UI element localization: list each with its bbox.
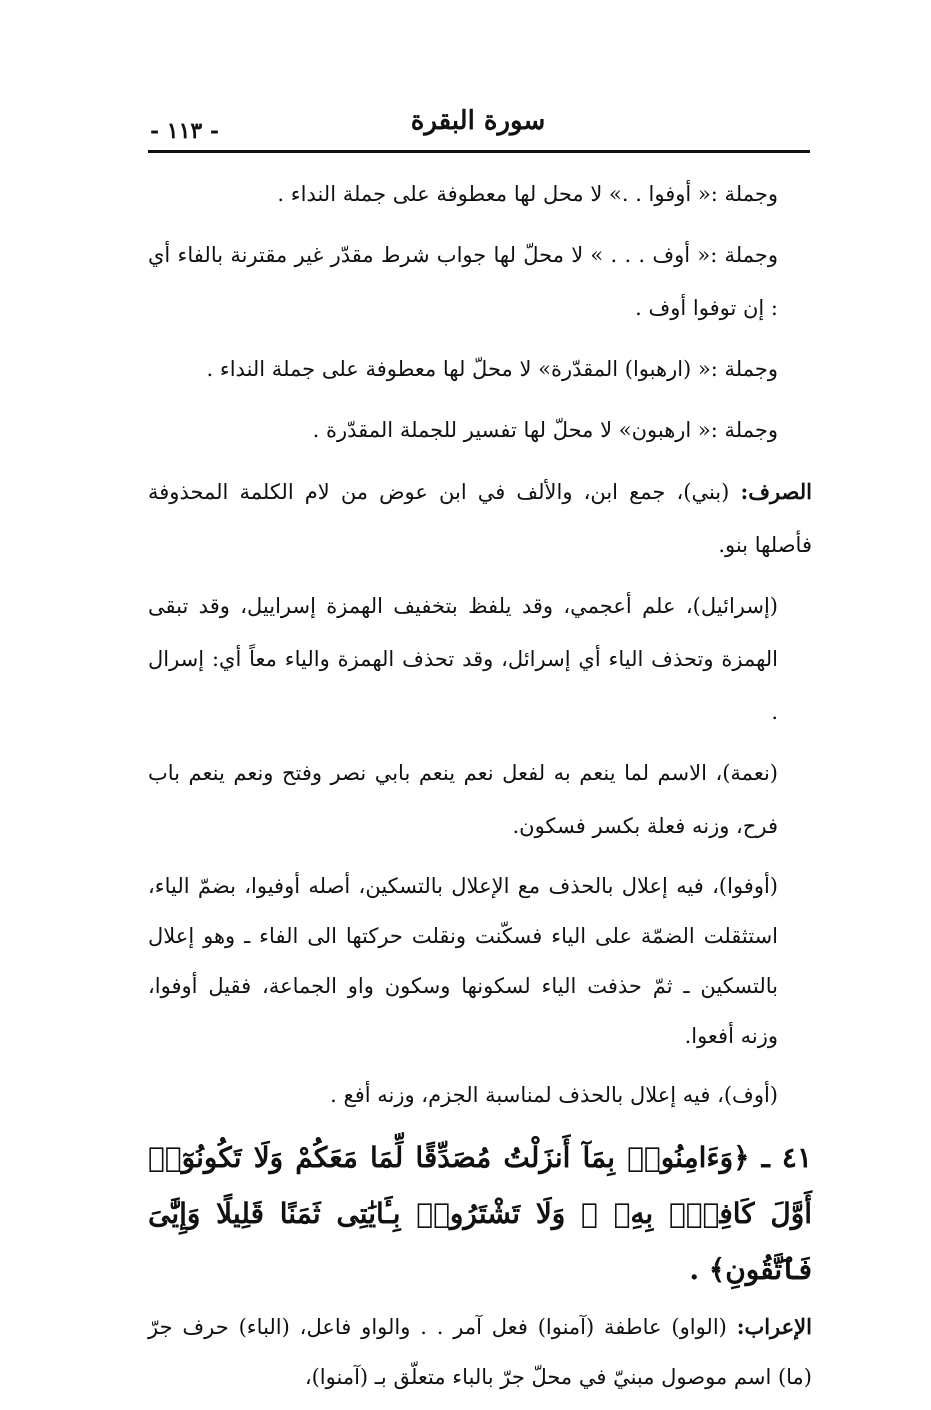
paragraph-irab	[148, 1302, 812, 1402]
paragraph-sarf	[148, 465, 812, 572]
paragraph-text: (أوفوا)، فيه إعلال بالحذف مع الإعلال بالتسكين، أصله أوفيوا، بضمّ الياء، استثقلت الضمّة على الياء فسكّنت ونقلت حركتها الى الفاء ـ وهو إعلال بالتسكين ـ ثمّ حذفت الياء لسكونها وسكون واو الجماعة، فقيل أوفوا، وزنه أفعوا.	[148, 874, 778, 1048]
paragraph-text: (أوف)، فيه إعلال بالحذف لمناسبة الجزم، وزنه أفع .	[330, 1083, 778, 1107]
paragraph-text: (الواو) عاطفة (آمنوا) فعل آمر . . والواو فاعل، (الباء) حرف جرّ (ما) اسم موصول مبنيّ في محلّ جرّ بالباء متعلّق بـ (آمنوا)،	[148, 1315, 812, 1389]
paragraph-text: وجملة :« (ارهبوا) المقدّرة» لا محلّ لها معطوفة على جملة النداء .	[206, 357, 778, 381]
paragraph-text: وجملة :« ارهبون» لا محلّ لها تفسير للجملة المقدّرة .	[312, 418, 778, 442]
surah-title: سورة البقرة	[410, 106, 546, 136]
quran-verse	[148, 1130, 812, 1298]
paragraph-awfu	[148, 861, 812, 1061]
paragraph-text: وجملة :« أوفوا . .» لا محل لها معطوفة على جملة النداء .	[277, 182, 778, 206]
paragraph-text: (إسرائيل)، علم أعجمي، وقد يلفظ بتخفيف الهمزة إسراييل، وقد تبقى الهمزة وتحذف الياء أي إسرائل، وقد تحذف الهمزة والياء معاً أي: إسرال .	[148, 594, 778, 724]
paragraph-text: (نعمة)، الاسم لما ينعم به لفعل نعم ينعم بابي نصر وفتح ونعم ينعم باب فرح، وزنه فعلة بكسر فسكون.	[148, 761, 778, 838]
page-header	[148, 100, 810, 150]
paragraph-1	[148, 168, 812, 221]
section-term-irab: الإعراب:	[736, 1314, 812, 1339]
header-rule	[148, 150, 810, 153]
verse-text: ﴿وَءَامِنُوا۟ بِمَآ أَنزَلْتُ مُصَدِّقًا لِّمَا مَعَكُمْ وَلَا تَكُونُوٓا۟ أَوَّلَ كَافِرٍۭ بِهِۦ ۖ وَلَا تَشْتَرُوا۟ بِـَٔايَٰتِى ثَمَنًا قَلِيلًا وَإِيَّٰىَ فَٱتَّقُونِ﴾ .	[148, 1141, 812, 1286]
paragraph-awf	[148, 1069, 812, 1122]
paragraph-2	[148, 229, 812, 335]
page-body	[148, 168, 812, 1410]
paragraph-text: وجملة :« أوف . . . » لا محلّ لها جواب شرط مقدّر غير مقترنة بالفاء أي : إن توفوا أوف .	[148, 243, 778, 320]
paragraph-4	[148, 404, 812, 457]
section-term-sarf: الصرف:	[740, 479, 812, 504]
paragraph-nima	[148, 747, 812, 853]
page-number: - ١١٣ -	[150, 118, 220, 144]
paragraph-text: (بني)، جمع ابن، والألف في ابن عوض من لام الكلمة المحذوفة فأصلها بنو.	[148, 480, 812, 557]
paragraph-3	[148, 343, 812, 396]
verse-number: ٤١ ـ	[761, 1141, 812, 1174]
paragraph-israil	[148, 580, 812, 739]
